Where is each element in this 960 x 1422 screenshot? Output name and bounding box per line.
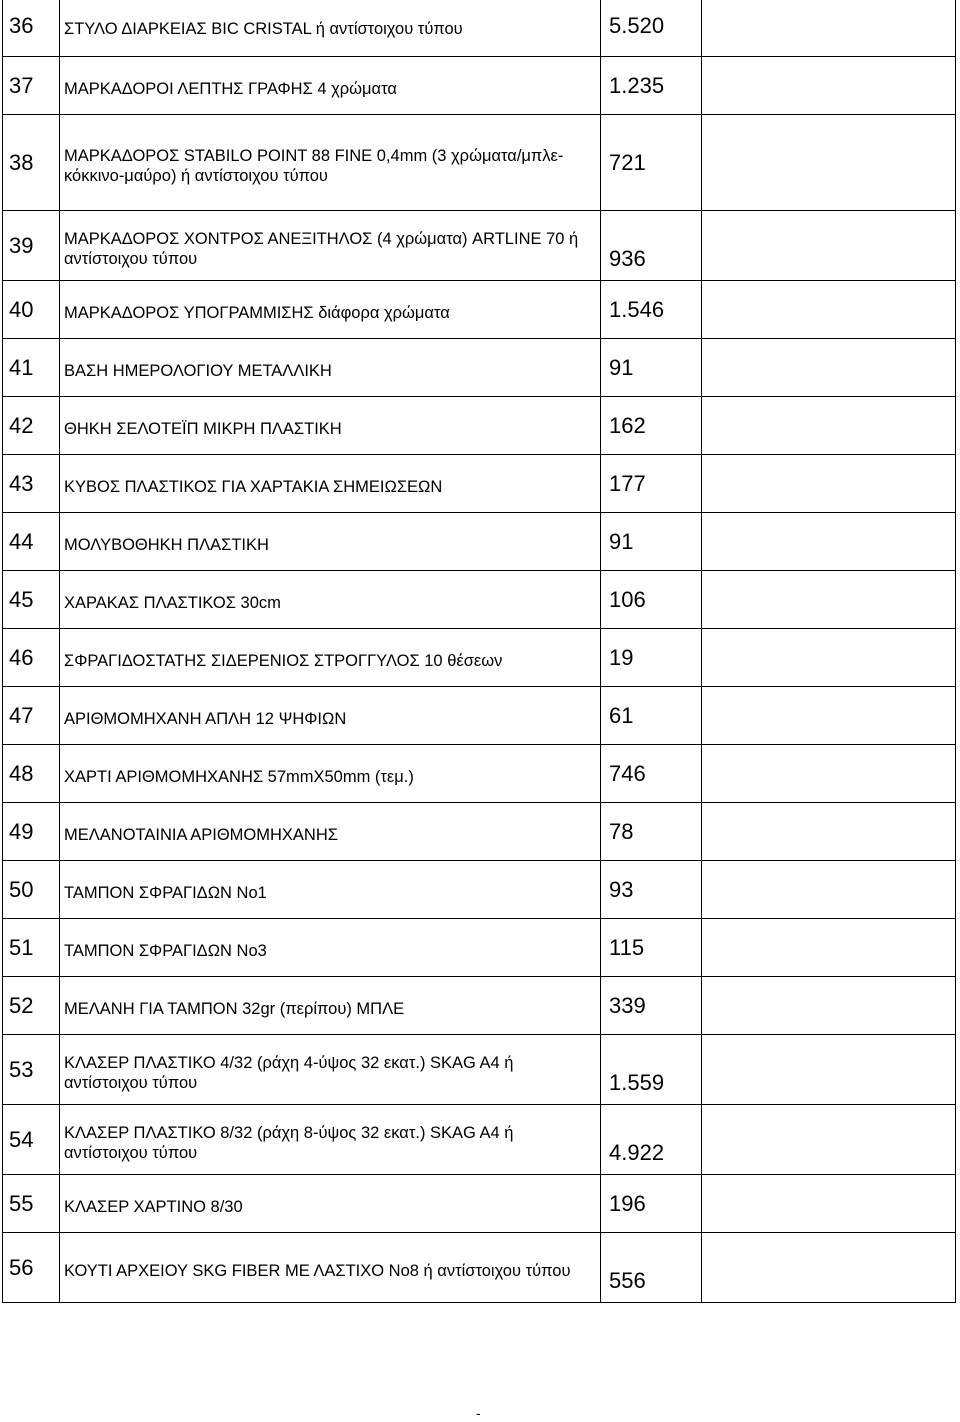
empty-cell: [702, 455, 956, 513]
item-number: 37: [3, 57, 60, 115]
item-description: ΤΑΜΠΟΝ ΣΦΡΑΓΙΔΩΝ Νο3: [60, 919, 601, 977]
item-number: 52: [3, 977, 60, 1035]
item-number: 38: [3, 115, 60, 211]
item-number: 42: [3, 397, 60, 455]
item-quantity: 177: [601, 455, 702, 513]
item-description: ΘΗΚΗ ΣΕΛΟΤΕΪΠ ΜΙΚΡΗ ΠΛΑΣΤΙΚΗ: [60, 397, 601, 455]
empty-cell: [702, 1105, 956, 1175]
item-description: ΜΕΛΑΝΗ ΓΙΑ ΤΑΜΠΟΝ 32gr (περίπου) ΜΠΛΕ: [60, 977, 601, 1035]
item-quantity: 936: [601, 211, 702, 281]
empty-cell: [702, 629, 956, 687]
item-description: ΧΑΡΤΙ ΑΡΙΘΜΟΜΗΧΑΝΗΣ 57mmX50mm (τεμ.): [60, 745, 601, 803]
item-description: ΤΑΜΠΟΝ ΣΦΡΑΓΙΔΩΝ Νο1: [60, 861, 601, 919]
item-number: 50: [3, 861, 60, 919]
item-description: ΜΕΛΑΝΟΤΑΙΝΙΑ ΑΡΙΘΜΟΜΗΧΑΝΗΣ: [60, 803, 601, 861]
item-quantity: 746: [601, 745, 702, 803]
item-quantity: 115: [601, 919, 702, 977]
table-row: [3, 745, 956, 803]
item-quantity: 162: [601, 397, 702, 455]
empty-cell: [702, 745, 956, 803]
table-row: [3, 1233, 956, 1303]
empty-cell: [702, 339, 956, 397]
item-description: ΜΑΡΚΑΔΟΡΟΣ STABILO POINT 88 FINE 0,4mm (3 χρώματα/μπλε-κόκκινο-μαύρο) ή αντίστοιχου τύπου: [60, 115, 601, 211]
item-quantity: 1.546: [601, 281, 702, 339]
items-table-body: [3, 0, 956, 1303]
table-row: [3, 803, 956, 861]
item-number: 47: [3, 687, 60, 745]
item-number: 55: [3, 1175, 60, 1233]
table-row: [3, 861, 956, 919]
item-description: ΣΦΡΑΓΙΔΟΣΤΑΤΗΣ ΣΙΔΕΡΕΝΙΟΣ ΣΤΡΟΓΓΥΛΟΣ 10 θέσεων: [60, 629, 601, 687]
item-description: ΜΟΛΥΒΟΘΗΚΗ ΠΛΑΣΤΙΚΗ: [60, 513, 601, 571]
item-description: ΑΡΙΘΜΟΜΗΧΑΝΗ ΑΠΛΗ 12 ΨΗΦΙΩΝ: [60, 687, 601, 745]
empty-cell: [702, 571, 956, 629]
table-row: [3, 1105, 956, 1175]
item-description: ΒΑΣΗ ΗΜΕΡΟΛΟΓΙΟΥ ΜΕΤΑΛΛΙΚΗ: [60, 339, 601, 397]
item-quantity: 93: [601, 861, 702, 919]
table-row: [3, 629, 956, 687]
item-quantity: 91: [601, 339, 702, 397]
table-row: [3, 339, 956, 397]
item-description: ΚΟΥΤΙ ΑΡΧΕΙΟΥ SKG FIBER ΜΕ ΛΑΣΤΙΧΟ Νο8 ή αντίστοιχου τύπου: [60, 1233, 601, 1303]
table-row: [3, 513, 956, 571]
item-description: ΜΑΡΚΑΔΟΡΟΙ ΛΕΠΤΗΣ ΓΡΑΦΗΣ 4 χρώματα: [60, 57, 601, 115]
item-number: 36: [3, 0, 60, 57]
item-number: 54: [3, 1105, 60, 1175]
table-row: [3, 455, 956, 513]
empty-cell: [702, 687, 956, 745]
footer-mark: -: [476, 1405, 481, 1421]
table-row: [3, 57, 956, 115]
item-number: 45: [3, 571, 60, 629]
empty-cell: [702, 115, 956, 211]
items-table: [2, 0, 956, 1303]
empty-cell: [702, 803, 956, 861]
item-quantity: 1.235: [601, 57, 702, 115]
empty-cell: [702, 861, 956, 919]
item-description: ΚΛΑΣΕΡ ΠΛΑΣΤΙΚΟ 8/32 (ράχη 8-ύψος 32 εκατ.) SKAG A4 ή αντίστοιχου τύπου: [60, 1105, 601, 1175]
table-row: [3, 397, 956, 455]
item-quantity: 106: [601, 571, 702, 629]
table-row: [3, 211, 956, 281]
table-row: [3, 571, 956, 629]
item-quantity: 61: [601, 687, 702, 745]
item-number: 51: [3, 919, 60, 977]
item-number: 56: [3, 1233, 60, 1303]
table-row: [3, 0, 956, 57]
empty-cell: [702, 57, 956, 115]
item-quantity: 339: [601, 977, 702, 1035]
item-number: 53: [3, 1035, 60, 1105]
item-quantity: 196: [601, 1175, 702, 1233]
empty-cell: [702, 281, 956, 339]
item-number: 48: [3, 745, 60, 803]
item-quantity: 78: [601, 803, 702, 861]
table-row: [3, 115, 956, 211]
item-quantity: 556: [601, 1233, 702, 1303]
item-description: ΚΥΒΟΣ ΠΛΑΣΤΙΚΟΣ ΓΙΑ ΧΑΡΤΑΚΙΑ ΣΗΜΕΙΩΣΕΩΝ: [60, 455, 601, 513]
empty-cell: [702, 513, 956, 571]
item-number: 43: [3, 455, 60, 513]
item-quantity: 1.559: [601, 1035, 702, 1105]
item-number: 44: [3, 513, 60, 571]
item-description: ΜΑΡΚΑΔΟΡΟΣ ΧΟΝΤΡΟΣ ΑΝΕΞΙΤΗΛΟΣ (4 χρώματα) ARTLINE 70 ή αντίστοιχου τύπου: [60, 211, 601, 281]
item-description: ΧΑΡΑΚΑΣ ΠΛΑΣΤΙΚΟΣ 30cm: [60, 571, 601, 629]
item-number: 41: [3, 339, 60, 397]
item-number: 46: [3, 629, 60, 687]
table-row: [3, 919, 956, 977]
table-row: [3, 281, 956, 339]
empty-cell: [702, 1175, 956, 1233]
item-description: ΜΑΡΚΑΔΟΡΟΣ ΥΠΟΓΡΑΜΜΙΣΗΣ διάφορα χρώματα: [60, 281, 601, 339]
empty-cell: [702, 211, 956, 281]
item-number: 40: [3, 281, 60, 339]
item-quantity: 5.520: [601, 0, 702, 57]
item-quantity: 19: [601, 629, 702, 687]
item-quantity: 91: [601, 513, 702, 571]
item-quantity: 721: [601, 115, 702, 211]
table-row: [3, 687, 956, 745]
item-description: ΚΛΑΣΕΡ ΠΛΑΣΤΙΚΟ 4/32 (ράχη 4-ύψος 32 εκατ.) SKAG A4 ή αντίστοιχου τύπου: [60, 1035, 601, 1105]
empty-cell: [702, 1035, 956, 1105]
item-number: 49: [3, 803, 60, 861]
item-description: ΣΤΥΛΟ ΔΙΑΡΚΕΙΑΣ BIC CRISTAL ή αντίστοιχου τύπου: [60, 0, 601, 57]
table-row: [3, 977, 956, 1035]
table-row: [3, 1175, 956, 1233]
item-description: ΚΛΑΣΕΡ ΧΑΡΤΙΝΟ 8/30: [60, 1175, 601, 1233]
item-quantity: 4.922: [601, 1105, 702, 1175]
empty-cell: [702, 397, 956, 455]
empty-cell: [702, 919, 956, 977]
empty-cell: [702, 1233, 956, 1303]
empty-cell: [702, 0, 956, 57]
empty-cell: [702, 977, 956, 1035]
table-row: [3, 1035, 956, 1105]
item-number: 39: [3, 211, 60, 281]
